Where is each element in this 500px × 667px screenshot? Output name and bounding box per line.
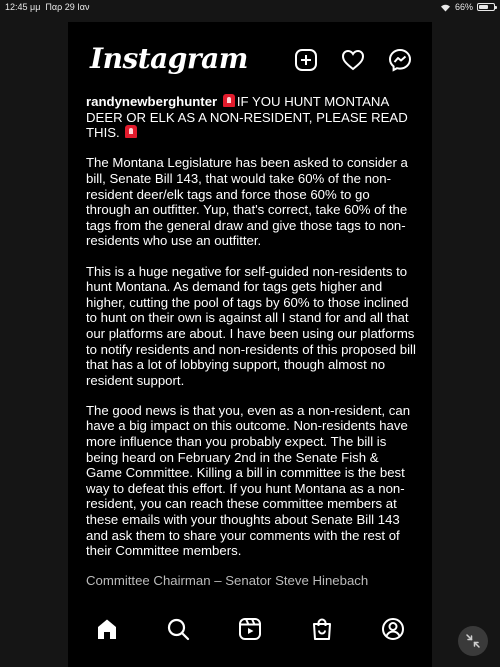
status-right	[440, 2, 495, 12]
status-time: 12:45 μμ	[5, 2, 41, 12]
caption-paragraph: This is a huge negative for self-guided non-residents to hunt Montana. As demand for tags gets higher and higher, cutting the pool of tags by 60% to those inclined to hunt on their own is against all I stand for and all that our platforms are about. I have been using our platforms to notify residents and non-residents of this proposed bill that has a lot of lobbying support, though almost no resident support.	[86, 263, 416, 388]
battery-icon	[477, 3, 495, 11]
add-post-icon	[294, 48, 318, 72]
instagram-logo[interactable]: Instagram	[90, 42, 248, 75]
nav-reels-button[interactable]	[238, 617, 262, 641]
exit-fullscreen-button[interactable]	[458, 626, 488, 656]
direct-messages-button[interactable]	[388, 48, 412, 72]
nav-home-button[interactable]	[95, 617, 119, 641]
shop-icon	[310, 617, 334, 641]
status-time-date	[5, 2, 89, 12]
messenger-icon	[388, 48, 412, 72]
post-caption	[86, 94, 416, 604]
notifications-button[interactable]	[341, 48, 365, 72]
add-post-button[interactable]	[294, 48, 318, 72]
bottom-nav	[68, 615, 432, 667]
headline-text: IF YOU HUNT MONTANA DEER OR ELK AS A NON-RESIDENT, PLEASE READ THIS.	[86, 94, 408, 141]
instagram-app	[68, 22, 432, 667]
home-icon	[95, 617, 119, 641]
caption-paragraph: The good news is that you, even as a non-resident, can have a big impact on this outcome. Non-residents have more influence than you probably expect. The bill is being heard on February 2nd in the Senate Fish & Game Committee. Killing a bill in committee is the best way to defeat this effort. If you hunt Montana as a non-resident, you can reach these committee members at these emails with your thoughts about Senate Bill 143 and ask them to share your comments with the rest of their Committee members.	[86, 402, 411, 559]
heart-icon	[341, 48, 365, 72]
profile-icon	[381, 617, 405, 641]
caption-headline	[86, 94, 416, 141]
search-icon	[166, 617, 190, 641]
caption-cutoff-line: Committee Chairman – Senator Steve Hinebach	[86, 573, 369, 589]
nav-search-button[interactable]	[166, 617, 190, 641]
siren-emoji-icon	[125, 125, 137, 138]
collapse-arrows-icon	[458, 626, 488, 656]
reels-icon	[238, 617, 262, 641]
nav-profile-button[interactable]	[381, 617, 405, 641]
status-date: Παρ 29 Ιαν	[45, 2, 90, 12]
nav-shop-button[interactable]	[310, 617, 334, 641]
siren-emoji-icon	[223, 94, 235, 107]
app-header	[68, 22, 432, 92]
wifi-icon	[440, 3, 451, 12]
status-bar	[0, 0, 500, 16]
caption-paragraph: The Montana Legislature has been asked to consider a bill, Senate Bill 143, that would take 60% of the non-resident deer/elk tags and force those 60% to go through an outfitter. Yup, that's correct, take 60% of the tags from the general draw and give those tags to non-residents who use an outfitter.	[86, 155, 408, 249]
battery-fill	[479, 5, 488, 9]
post-username[interactable]: randynewberghunter	[86, 94, 218, 109]
battery-percent: 66%	[454, 2, 473, 12]
